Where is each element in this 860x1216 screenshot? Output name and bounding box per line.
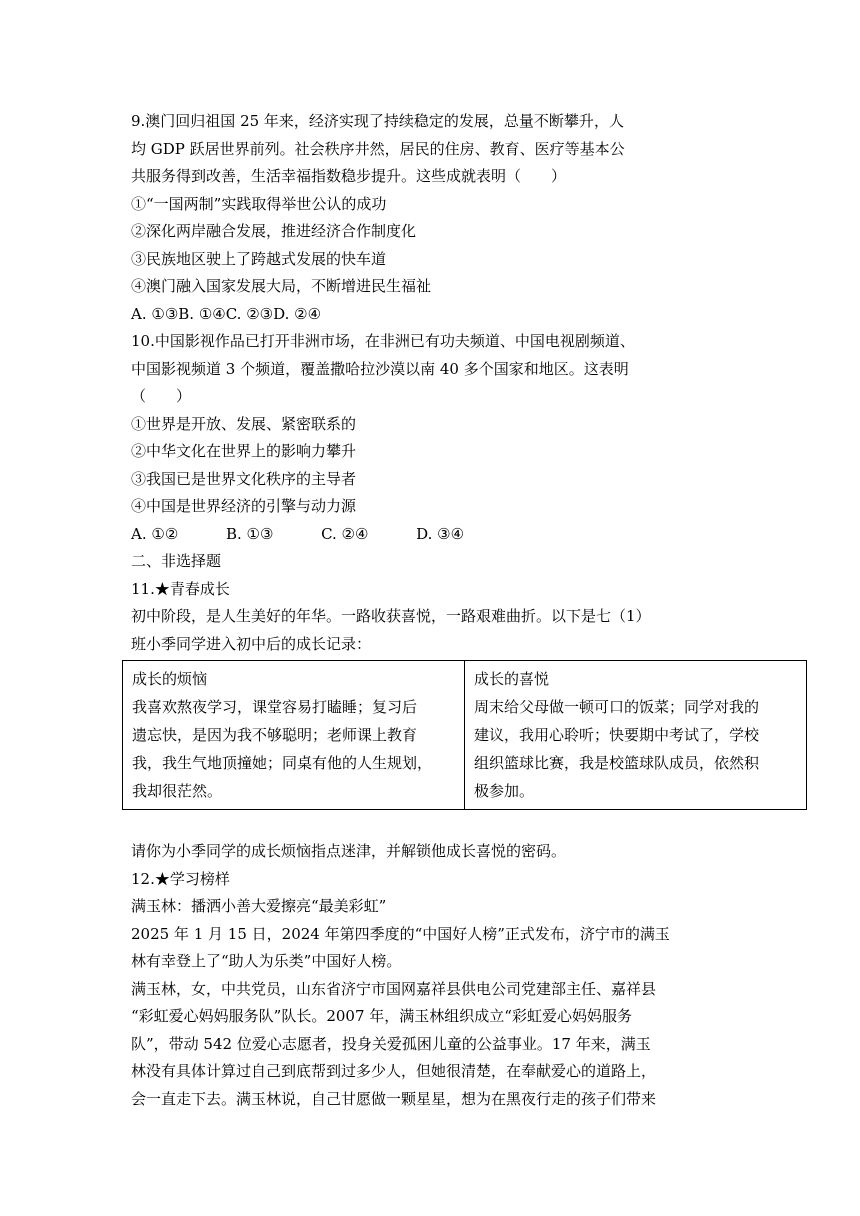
joys-text-line: 极参加。 — [474, 782, 535, 800]
question-10 — [131, 328, 821, 548]
question-11-prompt: 请你为小季同学的成长烦恼指点迷津，并解锁他成长喜悦的密码。 — [131, 842, 567, 860]
question-9-statement-2: ②深化两岸融合发展，推进经济合作制度化 — [131, 222, 417, 240]
question-12 — [131, 866, 821, 1114]
question-12-text-line: 满玉林，女，中共党员，山东省济宁市国网嘉祥县供电公司党建部主任、嘉祥县 — [131, 979, 657, 998]
question-12-text-line: 队”，带动 542 位爱心志愿者，投身关爱孤困儿童的公益事业。17 年来，满玉 — [131, 1034, 651, 1053]
question-10-statement-4: ④中国是世界经济的引擎与动力源 — [131, 497, 357, 515]
question-12-text-line: 林没有具体计算过自己到底帮到过多少人，但她很清楚，在奉献爱心的道路上， — [131, 1062, 657, 1080]
question-9-statement-4: ④澳门融入国家发展大局，不断增进民生福祉 — [131, 277, 432, 295]
question-12-text-line: 会一直走下去。满玉林说，自己甘愿做一颗星星，想为在黑夜行走的孩子们带来 — [131, 1089, 657, 1108]
joys-text-line: 建议，我用心聆听；快要期中考试了，学校 — [474, 726, 760, 744]
question-11-title: 11.★青春成长 — [131, 579, 230, 598]
joys-text-line: 周末给父母做一顿可口的饭菜；同学对我的 — [474, 698, 760, 716]
troubles-text-line: 遗忘快，是因为我不够聪明；老师课上教育 — [132, 726, 418, 744]
question-12-text-line: “彩虹爱心妈妈服务队”队长。2007 年，满玉林组织成立“彩虹爱心妈妈服务 — [131, 1007, 632, 1025]
question-9 — [131, 108, 821, 328]
joys-cell — [465, 661, 807, 810]
question-10-stem-line: 中国影视频道 3 个频道，覆盖撒哈拉沙漠以南 40 多个国家和地区。这表明 — [131, 359, 629, 378]
document-page — [131, 108, 821, 1113]
question-10-statement-1: ①世界是开放、发展、紧密联系的 — [131, 414, 357, 433]
question-11-intro-line: 初中阶段，是人生美好的年华。一路收获喜悦，一路艰难曲折。以下是七（1） — [131, 607, 651, 625]
troubles-text-line: 我，我生气地顶撞她；同桌有他的人生规划， — [132, 754, 433, 772]
question-10-statement-2: ②中华文化在世界上的影响力攀升 — [131, 442, 357, 460]
question-10-statement-3: ③我国已是世界文化秩序的主导者 — [131, 469, 357, 488]
question-12-text-line: 林有幸登上了“助人为乐类”中国好人榜。 — [131, 952, 402, 970]
growth-record-table — [122, 660, 807, 810]
question-9-options: A. ①③B. ①④C. ②③D. ②④ — [131, 304, 322, 323]
question-12-title: 12.★学习榜样 — [131, 869, 230, 888]
joys-header: 成长的喜悦 — [474, 670, 550, 688]
troubles-header: 成长的烦恼 — [132, 670, 208, 688]
question-11-intro-line: 班小季同学进入初中后的成长记录： — [131, 634, 372, 653]
troubles-text-line: 我喜欢熬夜学习，课堂容易打瞌睡；复习后 — [132, 698, 418, 716]
question-12-text-line: 2025 年 1 月 15 日，2024 年第四季度的“中国好人榜”正式发布，济宁市的满玉 — [131, 924, 670, 943]
question-9-stem-line: 均 GDP 跃居世界前列。社会秩序井然，居民的住房、教育、医疗等基本公 — [131, 139, 625, 158]
table-row — [123, 661, 807, 810]
troubles-cell — [123, 661, 465, 810]
question-9-statement-1: ①“一国两制”实践取得举世公认的成功 — [131, 194, 387, 213]
question-12-text-line: 满玉林：播洒小善大爱擦亮“最美彩虹” — [131, 897, 387, 915]
question-10-stem-line: （ ） — [131, 387, 192, 405]
troubles-text-line: 我却很茫然。 — [132, 782, 223, 800]
joys-text-line: 组织篮球比赛，我是校篮球队成员，依然积 — [474, 754, 760, 772]
spacer — [131, 810, 821, 838]
question-11 — [131, 576, 821, 866]
question-9-stem-line: 9.澳门回归祖国 25 年来，经济实现了持续稳定的发展，总量不断攀升，人 — [131, 112, 624, 130]
question-10-options: A. ①② B. ①③ C. ②④ D. ③④ — [131, 524, 465, 543]
question-10-stem-line: 10.中国影视作品已打开非洲市场，在非洲已有功夫频道、中国电视剧频道、 — [131, 332, 635, 350]
question-9-stem-line: 共服务得到改善，生活幸福指数稳步提升。这些成就表明（ ） — [131, 167, 567, 185]
question-9-statement-3: ③民族地区驶上了跨越式发展的快车道 — [131, 249, 387, 268]
section-heading: 二、非选择题 — [131, 552, 222, 570]
